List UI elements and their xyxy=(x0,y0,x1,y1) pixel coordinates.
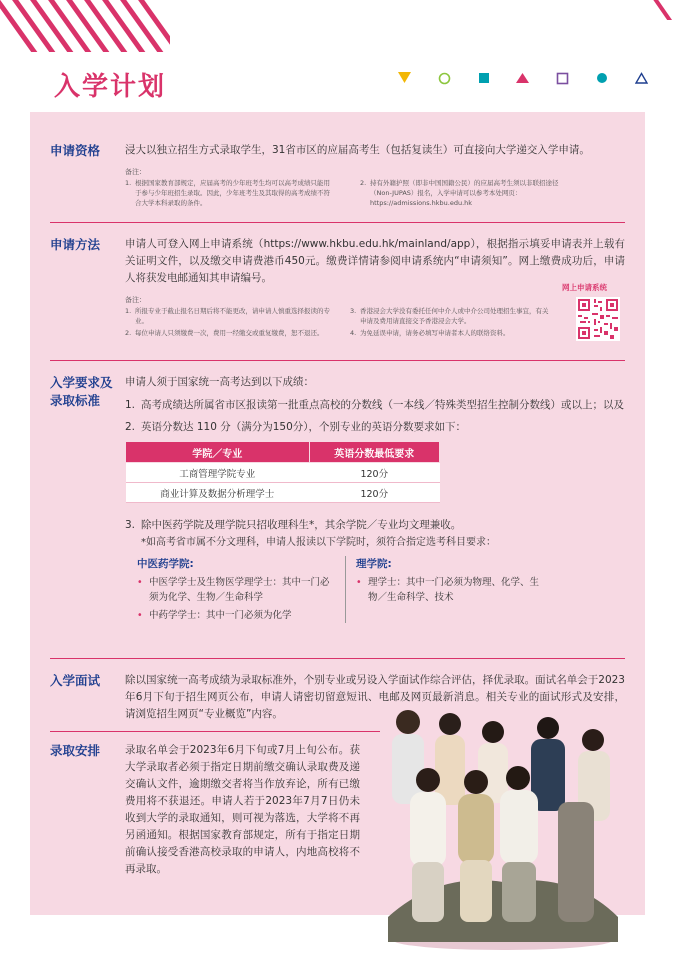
section-label: 录取安排 xyxy=(50,743,101,758)
section-body xyxy=(125,742,360,878)
notes-column xyxy=(125,178,335,210)
bullet-item: • 中医学学士及生物医学理学士：其中一门必须为化学、生物／生命科学 xyxy=(137,577,330,603)
col-title: 中医药学院: xyxy=(137,558,194,570)
decorative-stripes-corner xyxy=(653,0,675,20)
section-divider xyxy=(50,731,380,732)
requirements-intro: 申请人须于国家统一高考达到以下成绩： xyxy=(125,376,314,388)
note-item: 1. 所报专业于截止报名日期后将不能更改，请申请人慎重选择报读的专业。 xyxy=(125,307,330,325)
note-item: 2. 持有外籍护照（即非中国国籍公民）的应届高考生须以非联招途径（Non-JUPAS）报名，入学申请可以参考本处网页：https://admissions.hkbu.edu.hk xyxy=(360,179,559,207)
col-title: 理学院: xyxy=(356,558,392,570)
square-outline-icon xyxy=(556,72,569,85)
col-science xyxy=(345,556,546,623)
english-score-table xyxy=(125,441,440,503)
note-item: 1. 根据国家教育部规定，应届高考的少年班考生均可以高考成绩只能用于参与少年班招生录取。因此，少年班考生及其取得的高考成绩不符合大学本科录取的条件。 xyxy=(125,179,330,207)
list-item: 1. 高考成绩达所属省市区报读第一批重点高校的分数线（一本线／特殊类型招生控制分数线）或以上；以及 xyxy=(125,399,624,411)
section-label: 入学要求及 录取标准 xyxy=(50,375,113,408)
method-text: 申请人可登入网上申请系统（https://www.hkbu.edu.hk/mainland/app），根据指示填妥申请表并上载有关证明文件，以及缴交申请费港币450元。缴费详情请参阅申请系统内“申请须知”。网上缴费成功后，申请人将获发电邮通知其申请编号。 xyxy=(125,238,625,284)
notes-title: 备注： xyxy=(125,296,146,304)
list-item: 2. 英语分数达 110 分（满分为150分），个别专业的英语分数要求如下： xyxy=(125,421,467,433)
note-item: 3. 香港浸会大学没有委托任何中介人或中介公司处理招生事宜，有关申请及费用请直接交予香港浸会大学。 xyxy=(350,307,549,325)
page-title: 入学计划 xyxy=(54,72,167,102)
section-body xyxy=(125,142,625,210)
section-label: 入学面试 xyxy=(50,673,101,688)
table-cell: 工商管理学院专业 xyxy=(126,463,310,483)
notes-column xyxy=(125,306,330,340)
table-row xyxy=(126,463,440,483)
qr-code-icon[interactable] xyxy=(576,297,620,341)
sub-note: *如高考省市属不分文理科，申请人报读以下学院时，须符合指定选考科目要求： xyxy=(141,537,496,548)
section-divider xyxy=(50,360,625,361)
notes-title: 备注： xyxy=(125,168,146,176)
students-group-photo xyxy=(368,702,638,954)
admission-text: 录取名单会于2023年6月下旬或7月上旬公布。获大学录取者必须于指定日期前缴交确认录取费及递交确认文件，逾期缴交者将当作放弃论，所有已缴费用将不获退还。申请人若于2023年7月7日仍未收到大学的录取通知，则可视为落选，大学将不再另函通知。根据国家教育部规定，所有于指定日期前确认接受香港高校录取的申请人，内地高校将不再录取。 xyxy=(125,744,360,875)
table-header: 英语分数最低要求 xyxy=(309,442,439,463)
section-divider xyxy=(50,222,625,223)
decorative-shapes xyxy=(398,70,648,86)
triangle-up-icon xyxy=(516,72,529,84)
bullet-item: • 中药学学士：其中一门必须为化学 xyxy=(137,610,292,621)
square-icon xyxy=(478,72,490,84)
note-item: 2. 每位申请人只须缴费一次，费用一经缴交或重复缴费，恕不退还。 xyxy=(125,329,324,337)
section-divider xyxy=(50,658,625,659)
section-label: 申请方法 xyxy=(50,237,101,252)
col-chinese-medicine xyxy=(125,556,337,623)
triangle-outline-icon xyxy=(635,72,648,84)
table-header: 学院／专业 xyxy=(126,442,310,463)
section-body xyxy=(125,374,625,623)
subject-requirements xyxy=(125,556,625,623)
table-header-row xyxy=(126,442,440,463)
eligibility-text: 浸大以独立招生方式录取学生，31省市区的应届高考生（包括复读生）可直接向大学递交入学申请。 xyxy=(125,144,590,156)
section-label: 申请资格 xyxy=(50,143,101,158)
notes-column xyxy=(360,178,565,210)
section-body xyxy=(125,236,625,340)
notes xyxy=(125,178,625,210)
table-cell: 120分 xyxy=(309,463,439,483)
notes-column xyxy=(350,306,550,340)
note-item: 4. 为免延误申请，请务必填写申请者本人的联络资料。 xyxy=(350,329,510,337)
interview-text: 除以国家统一高考成绩为录取标准外，个别专业或另设入学面试作综合评估，择优录取。面试名单会于2023年6月下旬于招生网页公布，申请人请密切留意短讯、电邮及网页最新消息。相关专业的面试形式及安排，请浏览招生网页“专业概览”内容。 xyxy=(125,674,625,720)
decorative-stripes xyxy=(0,0,170,52)
notes xyxy=(125,306,625,340)
list-item: 3. 除中医药学院及理学院只招收理科生*，其余学院／专业均文理兼收。 xyxy=(125,519,462,531)
table-row xyxy=(126,483,440,503)
circle-icon xyxy=(596,72,608,84)
qr-label: 网上申请系统 xyxy=(562,283,607,292)
circle-outline-icon xyxy=(438,72,451,85)
triangle-down-icon xyxy=(398,72,411,84)
table-cell: 商业计算及数据分析理学士 xyxy=(126,483,310,503)
table-cell: 120分 xyxy=(309,483,439,503)
bullet-item: • 理学士：其中一门必须为物理、化学、生物／生命科学、技术 xyxy=(356,577,540,603)
